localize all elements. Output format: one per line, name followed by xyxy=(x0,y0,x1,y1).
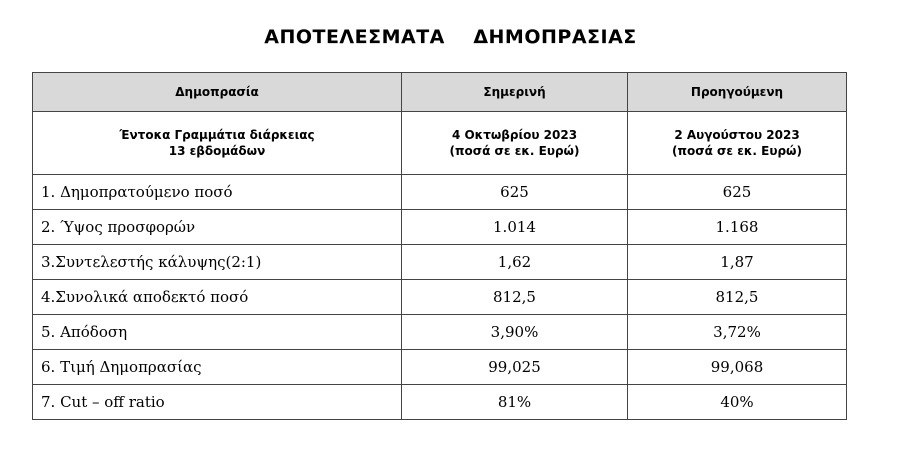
row-label: 4.Συνολικά αποδεκτό ποσό xyxy=(33,280,402,315)
table-row xyxy=(33,385,847,420)
subheader-previous-date xyxy=(628,112,847,175)
current-unit: (ποσά σε εκ. Ευρώ) xyxy=(449,144,580,158)
row-current-value: 1,62 xyxy=(402,245,628,280)
row-previous-value: 3,72% xyxy=(628,315,847,350)
row-previous-value: 99,068 xyxy=(628,350,847,385)
subheader-instrument xyxy=(33,112,402,175)
row-label: 5. Απόδοση xyxy=(33,315,402,350)
row-previous-value: 1.168 xyxy=(628,210,847,245)
table-row xyxy=(33,280,847,315)
header-auction: Δημοπρασία xyxy=(33,73,402,112)
row-label: 1. Δημοπρατούμενο ποσό xyxy=(33,175,402,210)
subheader-current-date xyxy=(402,112,628,175)
row-current-value: 812,5 xyxy=(402,280,628,315)
row-previous-value: 812,5 xyxy=(628,280,847,315)
row-current-value: 81% xyxy=(402,385,628,420)
table-row xyxy=(33,210,847,245)
page-title: ΑΠΟΤΕΛΕΣΜΑΤΑ ΔΗΜΟΠΡΑΣΙΑΣ xyxy=(264,26,637,48)
instrument-line-1: Έντοκα Γραμμάτια διάρκειας xyxy=(119,128,315,142)
table-header-row xyxy=(33,73,847,112)
row-current-value: 3,90% xyxy=(402,315,628,350)
table-row xyxy=(33,175,847,210)
previous-unit: (ποσά σε εκ. Ευρώ) xyxy=(672,144,802,158)
row-label: 3.Συντελεστής κάλυψης(2:1) xyxy=(33,245,402,280)
table-row xyxy=(33,245,847,280)
row-current-value: 1.014 xyxy=(402,210,628,245)
row-previous-value: 40% xyxy=(628,385,847,420)
row-label: 7. Cut – off ratio xyxy=(33,385,402,420)
header-current: Σημερινή xyxy=(402,73,628,112)
instrument-line-2: 13 εβδομάδων xyxy=(168,144,266,158)
current-date: 4 Οκτωβρίου 2023 xyxy=(451,128,578,142)
table-row xyxy=(33,315,847,350)
row-current-value: 99,025 xyxy=(402,350,628,385)
row-current-value: 625 xyxy=(402,175,628,210)
auction-results-table xyxy=(32,72,847,420)
row-previous-value: 625 xyxy=(628,175,847,210)
row-previous-value: 1,87 xyxy=(628,245,847,280)
previous-date: 2 Αυγούστου 2023 xyxy=(674,128,800,142)
table-row xyxy=(33,350,847,385)
row-label: 2. Ύψος προσφορών xyxy=(33,210,402,245)
table-subheader-row xyxy=(33,112,847,175)
header-previous: Προηγούμενη xyxy=(628,73,847,112)
row-label: 6. Τιμή Δημοπρασίας xyxy=(33,350,402,385)
